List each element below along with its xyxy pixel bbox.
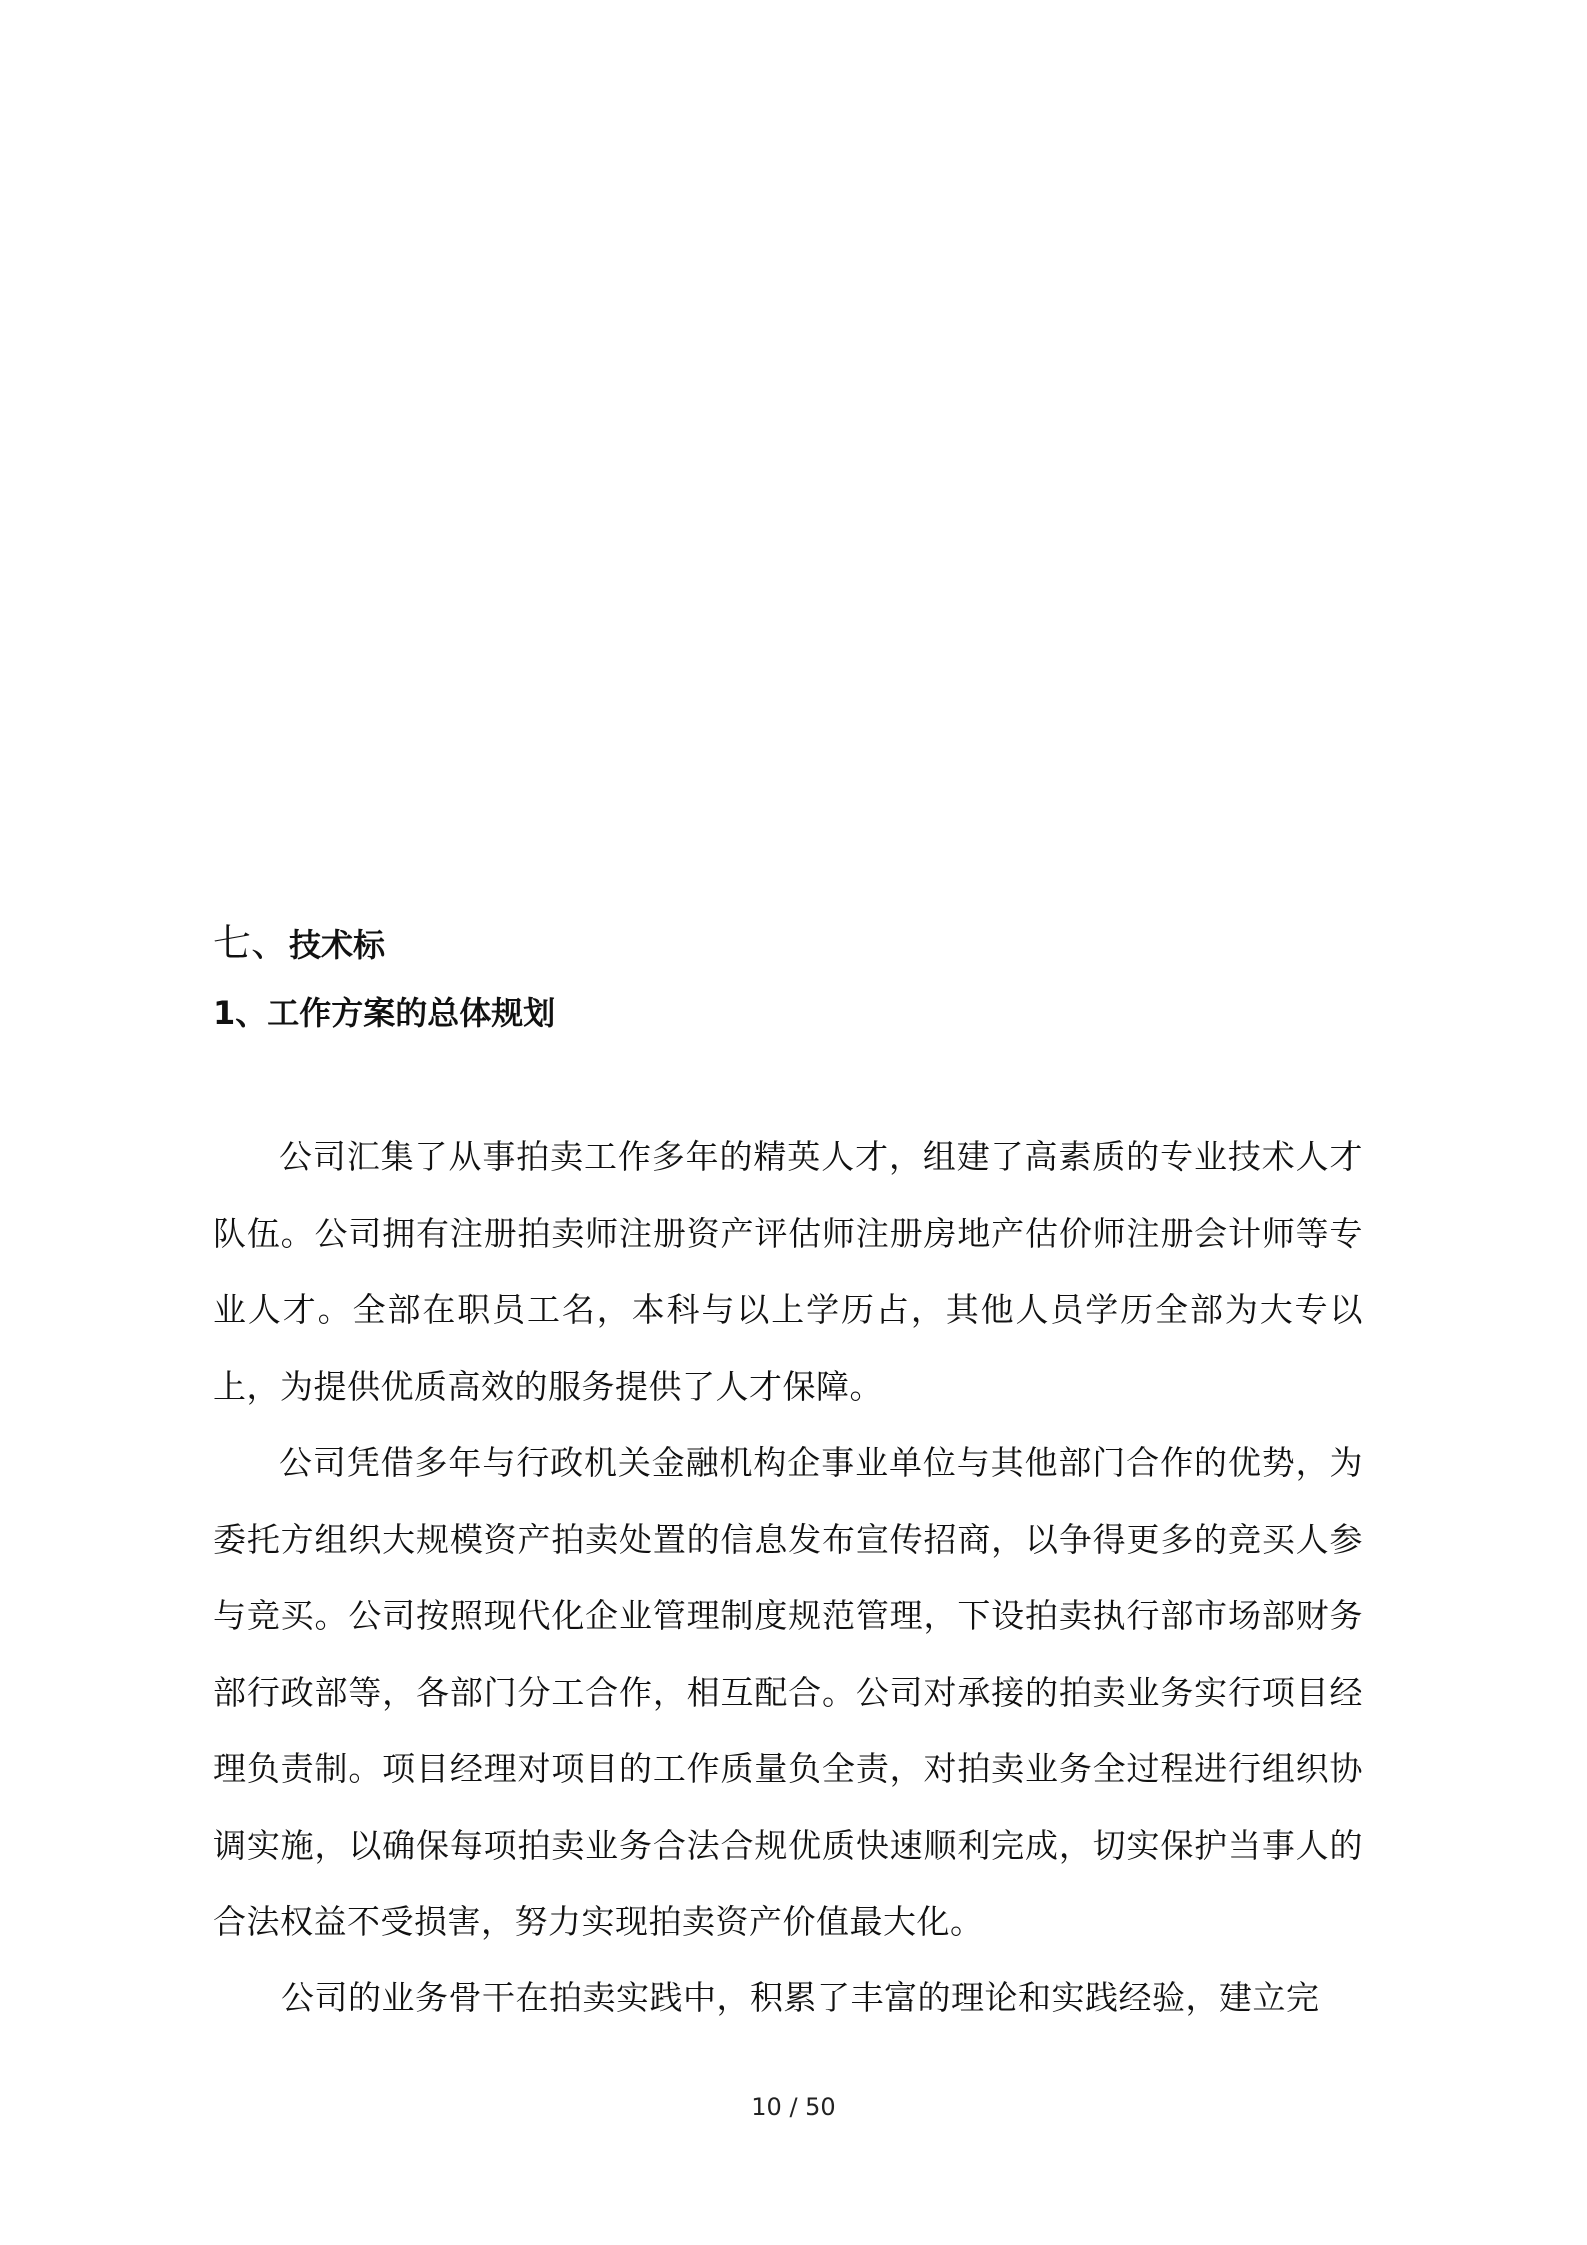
subsection-heading: 1、工作方案的总体规划 xyxy=(213,994,556,1032)
paragraph-talent: 公司汇集了从事拍卖工作多年的精英人才，组建了高素质的专业技术人才队伍。公司拥有注册拍卖师注册资产评估师注册房地产估价师注册会计师等专业人才。全部在职员工名，本科与以上学历占，其他人员学历全部为大专以上，为提供优质高效的服务提供了人才保障。 xyxy=(213,1137,1363,1406)
paragraph-experience: 公司的业务骨干在拍卖实践中，积累了丰富的理论和实践经验，建立完 xyxy=(281,1978,1320,2017)
page-number: 10 / 50 xyxy=(751,2093,836,2121)
section-title: 技术标 xyxy=(289,926,386,964)
section-number: 七、 xyxy=(213,921,290,965)
paragraph-management: 公司凭借多年与行政机关金融机构企事业单位与其他部门合作的优势，为委托方组织大规模资产拍卖处置的信息发布宣传招商，以争得更多的竞买人参与竞买。公司按照现代化企业管理制度规范管理，下设拍卖执行部市场部财务部行政部等，各部门分工合作，相互配合。公司对承接的拍卖业务实行项目经理负责制。项目经理对项目的工作质量负全责，对拍卖业务全过程进行组织协调实施，以确保每项拍卖业务合法合规优质快速顺利完成，切实保护当事人的合法权益不受损害，努力实现拍卖资产价值最大化。 xyxy=(213,1443,1363,1941)
section-heading xyxy=(213,918,385,970)
